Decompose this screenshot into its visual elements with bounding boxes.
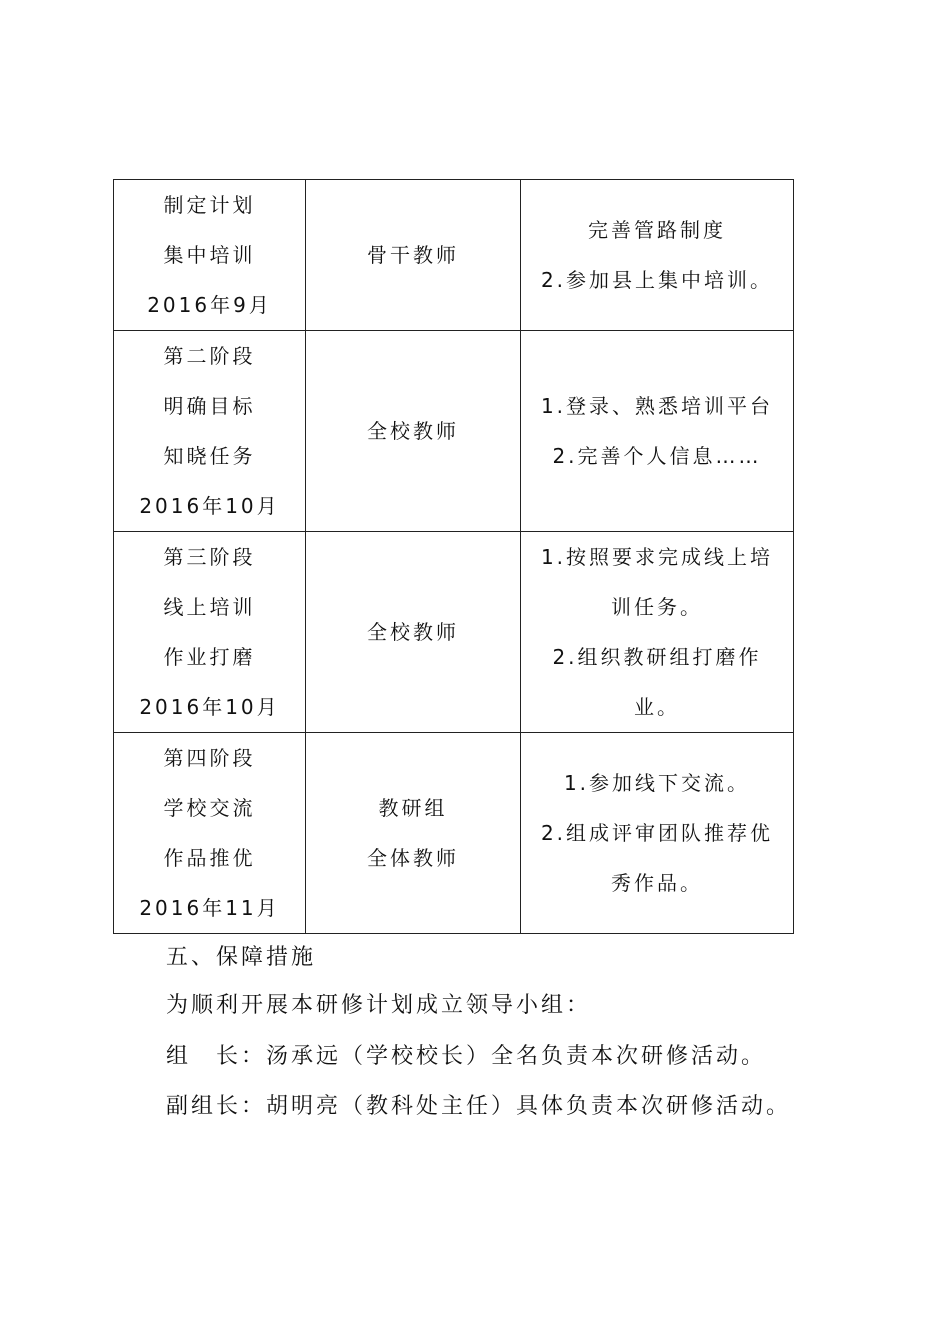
participants-cell bbox=[306, 180, 521, 331]
leader-paragraph: 组 长：汤承远（学校校长）全名负责本次研修活动。 bbox=[166, 1044, 767, 1069]
participants-cell bbox=[306, 532, 521, 733]
task-line: 2.参加县上集中培训。 bbox=[540, 268, 774, 292]
intro-paragraph: 为顺利开展本研修计划成立领导小组： bbox=[166, 993, 592, 1018]
table-row bbox=[114, 532, 794, 733]
stage-line: 知晓任务 bbox=[163, 444, 256, 468]
stage-line: 2016年9月 bbox=[147, 293, 272, 317]
tasks-cell bbox=[521, 180, 794, 331]
stage-cell bbox=[114, 180, 306, 331]
stage-line: 作品推优 bbox=[163, 846, 256, 870]
tasks-cell bbox=[521, 532, 794, 733]
task-paragraph: 1.按照要求完成线上培训任务。 bbox=[540, 545, 774, 619]
stage-cell bbox=[114, 532, 306, 733]
stage-cell bbox=[114, 733, 306, 934]
participants-line: 全校教师 bbox=[367, 620, 459, 644]
section-heading: 五、保障措施 bbox=[166, 945, 317, 970]
task-line: 完善管路制度 bbox=[588, 218, 726, 242]
participants-cell bbox=[306, 733, 521, 934]
stage-line: 第三阶段 bbox=[163, 545, 256, 569]
deputy-paragraph: 副组长：胡明亮（教科处主任）具体负责本次研修活动。 bbox=[166, 1094, 792, 1119]
stage-line: 第四阶段 bbox=[163, 746, 256, 770]
participants-line: 骨干教师 bbox=[367, 243, 459, 267]
stage-line: 2016年10月 bbox=[139, 494, 280, 518]
stage-line: 学校交流 bbox=[163, 796, 256, 820]
stage-line: 作业打磨 bbox=[163, 645, 256, 669]
participants-line: 全体教师 bbox=[367, 846, 459, 870]
stage-line: 集中培训 bbox=[163, 243, 256, 267]
stage-line: 线上培训 bbox=[163, 595, 256, 619]
stage-line: 明确目标 bbox=[163, 394, 256, 418]
participants-cell bbox=[306, 331, 521, 532]
stage-line: 第二阶段 bbox=[163, 344, 256, 368]
plan-table bbox=[113, 179, 794, 934]
stage-line: 2016年11月 bbox=[139, 896, 280, 920]
tasks-cell bbox=[521, 733, 794, 934]
task-paragraph: 2.组织教研组打磨作业。 bbox=[552, 645, 762, 719]
task-paragraph: 2.组成评审团队推荐优秀作品。 bbox=[540, 821, 774, 895]
table-row bbox=[114, 733, 794, 934]
table-row bbox=[114, 331, 794, 532]
table-row bbox=[114, 180, 794, 331]
participants-line: 全校教师 bbox=[367, 419, 459, 443]
task-line: 1.登录、熟悉培训平台 bbox=[540, 394, 774, 418]
tasks-cell bbox=[521, 331, 794, 532]
task-paragraph: 1.参加线下交流。 bbox=[563, 771, 751, 795]
stage-line: 2016年10月 bbox=[139, 695, 280, 719]
stage-line: 制定计划 bbox=[163, 193, 256, 217]
participants-line: 教研组 bbox=[378, 796, 448, 820]
stage-cell bbox=[114, 331, 306, 532]
task-line: 2.完善个人信息…… bbox=[552, 444, 762, 468]
